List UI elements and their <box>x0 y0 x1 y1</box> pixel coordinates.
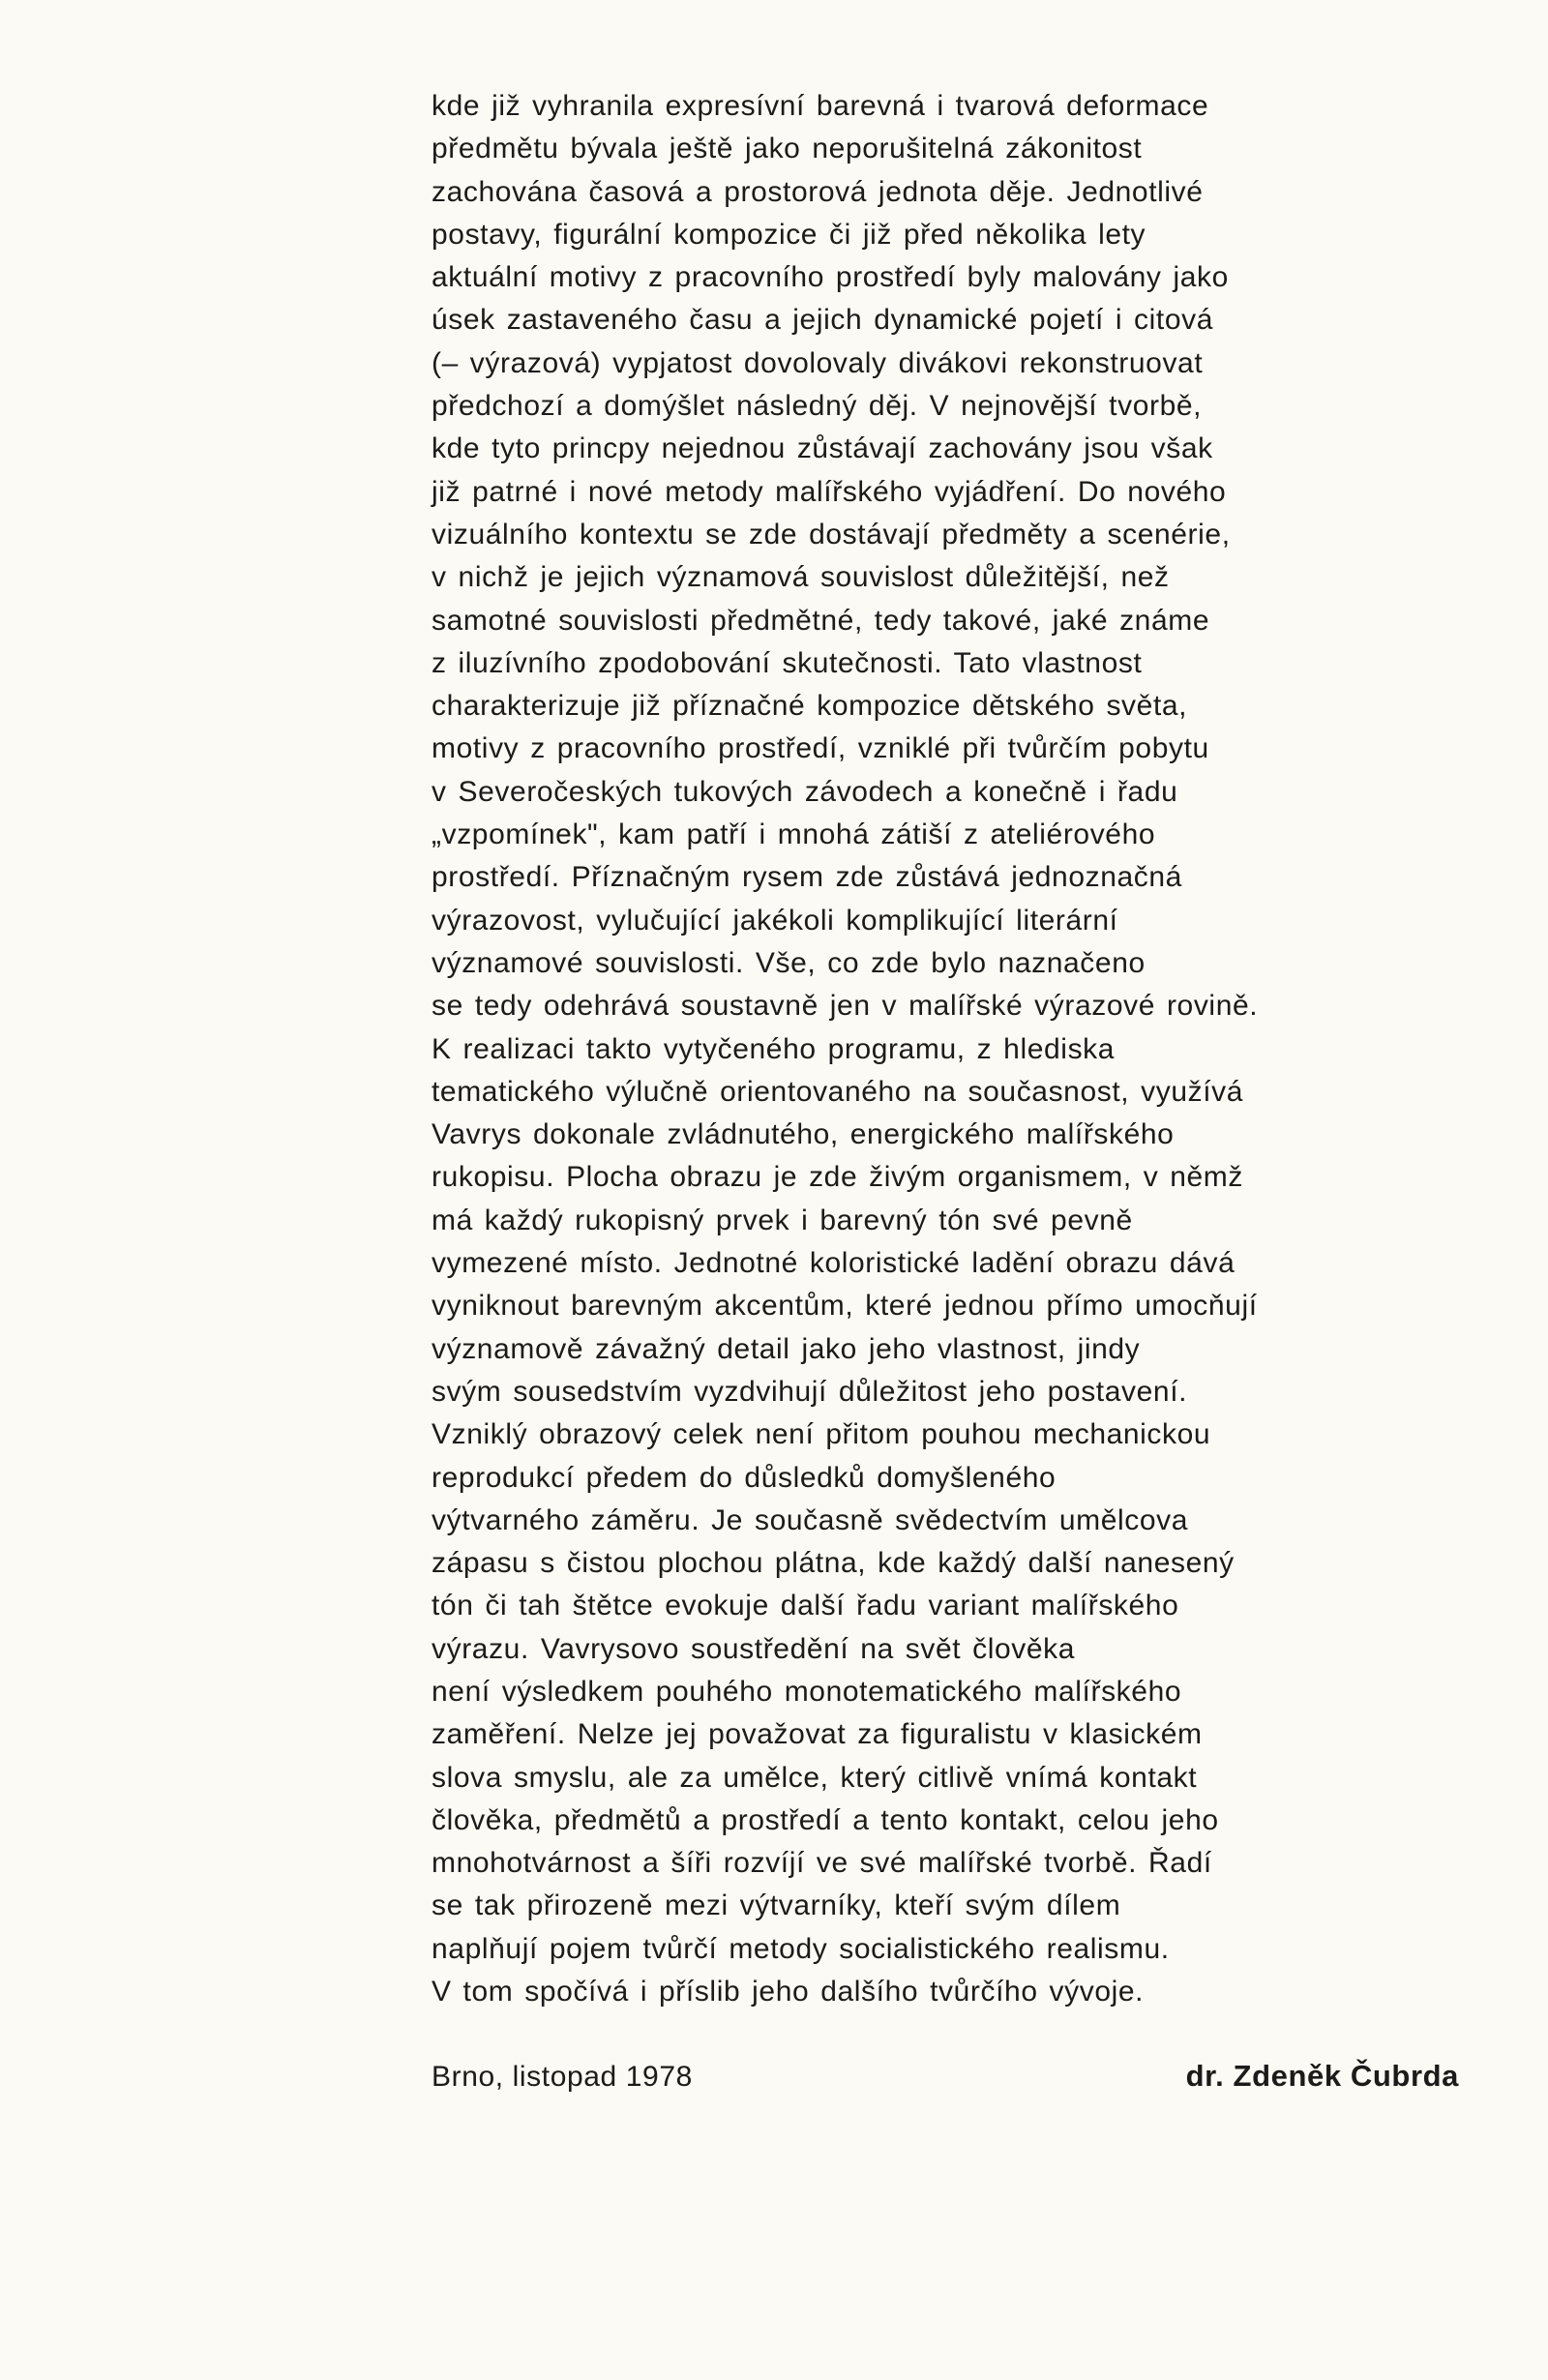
text-line: výrazu. Vavrysovo soustředění na svět člověka <box>432 1632 1076 1665</box>
text-line: prostředí. Příznačným rysem zde zůstává jednoznačná <box>432 861 1182 894</box>
text-line: mnohotvárnost a šíři rozvíjí ve své malířské tvorbě. Řadí <box>432 1847 1212 1880</box>
essay-body <box>432 85 1467 2013</box>
text-line: (– výrazová) vypjatost dovolovaly divákovi rekonstruovat <box>432 346 1204 379</box>
text-line: reprodukcí předem do důsledků domyšleného <box>432 1461 1057 1494</box>
place-date: Brno, listopad 1978 <box>432 2061 693 2093</box>
text-line: zachována časová a prostorová jednota děje. Jednotlivé <box>432 175 1204 208</box>
text-line: vymezené místo. Jednotné koloristické ladění obrazu dává <box>432 1247 1235 1280</box>
text-line: motivy z pracovního prostředí, vzniklé při tvůrčím pobytu <box>432 732 1209 765</box>
signature-row <box>432 2059 1459 2094</box>
text-line: předmětu bývala ještě jako neporušitelná zákonitost <box>432 133 1143 165</box>
text-line: aktuální motivy z pracovního prostředí byly malovány jako <box>432 261 1229 294</box>
text-line: svým sousedstvím vyzdvihují důležitost jeho postavení. <box>432 1375 1188 1408</box>
text-line: vyniknout barevným akcentům, které jednou přímo umocňují <box>432 1290 1258 1323</box>
text-line: se tedy odehrává soustavně jen v malířské výrazové rovině. <box>432 990 1259 1023</box>
text-line: významově závažný detail jako jeho vlastnost, jindy <box>432 1332 1141 1365</box>
text-line: člověka, předmětů a prostředí a tento kontakt, celou jeho <box>432 1803 1219 1836</box>
text-line: tón či tah štětce evokuje další řadu variant malířského <box>432 1590 1179 1622</box>
text-line: tematického výlučně orientovaného na současnost, využívá <box>432 1075 1244 1108</box>
text-line: výrazovost, vylučující jakékoli komplikující literární <box>432 904 1118 937</box>
text-line: Vavrys dokonale zvládnutého, energického malířského <box>432 1118 1175 1151</box>
text-line: zaměření. Nelze jej považovat za figuralistu v klasickém <box>432 1718 1203 1751</box>
text-line: vizuálního kontextu se zde dostávají předměty a scenérie, <box>432 518 1231 550</box>
text-line: charakterizuje již příznačné kompozice dětského světa, <box>432 690 1188 723</box>
text-line: „vzpomínek", kam patří i mnohá zátiší z ateliérového <box>432 818 1156 851</box>
text-line: V tom spočívá i příslib jeho dalšího tvůrčího vývoje. <box>432 1976 1145 2008</box>
text-line: v Severočeských tukových závodech a konečně i řadu <box>432 775 1178 808</box>
text-line: Vzniklý obrazový celek není přitom pouhou mechanickou <box>432 1418 1211 1451</box>
text-line: významové souvislosti. Vše, co zde bylo naznačeno <box>432 946 1146 979</box>
text-line: naplňují pojem tvůrčí metody socialistického realismu. <box>432 1932 1170 1965</box>
text-line: výtvarného záměru. Je současně svědectvím umělcova <box>432 1503 1189 1536</box>
text-line: slova smyslu, ale za umělce, který citlivě vnímá kontakt <box>432 1761 1198 1794</box>
text-line: rukopisu. Plocha obrazu je zde živým organismem, v němž <box>432 1161 1243 1194</box>
text-line: má každý rukopisný prvek i barevný tón své pevně <box>432 1204 1133 1236</box>
text-line: kde tyto princpy nejednou zůstávají zachovány jsou však <box>432 432 1213 465</box>
text-line: v nichž je jejich významová souvislost důležitější, než <box>432 561 1170 594</box>
text-line: z iluzívního zpodobování skutečnosti. Tato vlastnost <box>432 646 1143 679</box>
text-line: zápasu s čistou plochou plátna, kde každý další nanesený <box>432 1547 1235 1580</box>
text-line: postavy, figurální kompozice či již před několika lety <box>432 218 1146 251</box>
text-line: již patrné i nové metody malířského vyjádření. Do nového <box>432 475 1227 508</box>
text-line: samotné souvislosti předmětné, tedy takové, jaké známe <box>432 604 1210 637</box>
text-line: se tak přirozeně mezi výtvarníky, kteří svým dílem <box>432 1889 1121 1922</box>
text-line: K realizaci takto vytyčeného programu, z hlediska <box>432 1032 1116 1065</box>
text-line: úsek zastaveného času a jejich dynamické pojetí i citová <box>432 304 1214 337</box>
text-line: předchozí a domýšlet následný děj. V nejnovější tvorbě, <box>432 390 1203 423</box>
text-line: není výsledkem pouhého monotematického malířského <box>432 1675 1182 1708</box>
author-name: dr. Zdeněk Čubrda <box>1185 2059 1459 2093</box>
text-line: kde již vyhranila expresívní barevná i tvarová deformace <box>432 90 1209 122</box>
